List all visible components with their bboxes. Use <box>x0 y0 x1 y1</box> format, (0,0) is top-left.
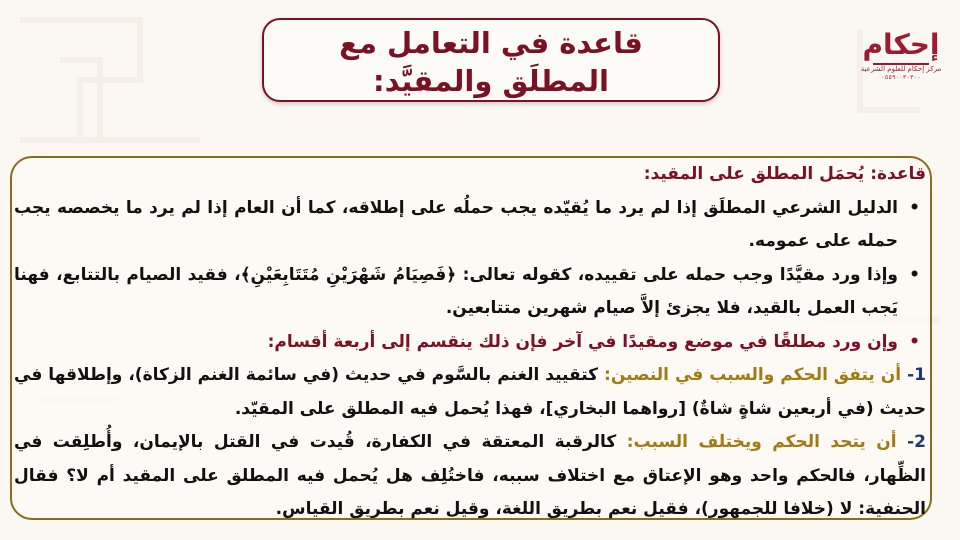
section-1 <box>14 359 926 426</box>
section-1-text: كتقييد الغنم بالسَّوم في حديث (في سائمة الغنم الزكاة)، وإطلاقها في حديث (في أربعين شاةٍ شاةٌ) [رواهما البخاري]، فهذا يُحمل فيه المطلق على المقيّد. <box>14 365 926 419</box>
page-title-line-2: المطلَق والمقيَّد: <box>373 64 609 98</box>
content-body <box>14 158 926 527</box>
section-1-number: 1- <box>907 365 926 385</box>
section-1-heading: أن يتفق الحكم والسبب في النصين: <box>604 365 902 385</box>
section-2 <box>14 426 926 527</box>
section-2-text: كالرقبة المعتقة في الكفارة، قُيدت في القتل بالإيمان، وأُطلِقت في الظِّهار، فالحكم واحد وهو الإعتاق مع اختلاف سببه، فاختُلِف هل يُحمل فيه المطلق على المقيد أم لا؟ فقال الحنفية: لا (خلافا للجمهور)، فقيل نعم بطريق اللغة، وقيل نعم بطريق القياس. <box>14 432 926 519</box>
bullet-item-2 <box>14 259 926 326</box>
bullet-dot-icon: • <box>909 264 920 285</box>
section-2-number: 2- <box>907 432 927 452</box>
page-title-line-1: قاعدة في التعامل مع <box>339 26 643 60</box>
bullet-text-2: وإذا ورد مقيَّدًا وجب حمله على تقييده، كقوله تعالى: ﴿فَصِيَامُ شَهْرَيْنِ مُتَتَابِعَيْنِ﴾، فقيد الصيام بالتتابع، فهنا يَجب العمل بالقيد، فلا يجزئ إلاَّ صيام شهرين متتابعين. <box>14 264 898 318</box>
logo-mark: إحكام <box>862 28 940 61</box>
bullet-text-3: وإن ورد مطلقًا في موضع ومقيدًا في آخر فإن ذلك ينقسم إلى أربعة أقسام: <box>267 331 898 352</box>
bullet-item-3 <box>14 326 926 360</box>
logo-phone: ٠٥٥٩٠٠٣٠٣٠٠ <box>881 74 921 81</box>
bullet-item-1 <box>14 192 926 259</box>
logo <box>860 28 942 98</box>
bullet-dot-icon: • <box>909 197 920 218</box>
section-2-heading: أن يتحد الحكم ويختلف السبب: <box>626 432 897 452</box>
title-box <box>262 18 720 102</box>
logo-subtitle: مركز إحكام للعلوم الشرعية <box>860 65 942 73</box>
rule-heading: قاعدة: يُحمَل المطلق على المقيد: <box>643 164 926 184</box>
bullet-text-1: الدليل الشرعي المطلَق إذا لم يرد ما يُقيّده يجب حملُه على إطلاقه، كما أن العام إذا لم يرد ما يخصصه يجب حمله على عمومه. <box>14 197 898 251</box>
bullet-dot-icon: • <box>909 331 920 352</box>
